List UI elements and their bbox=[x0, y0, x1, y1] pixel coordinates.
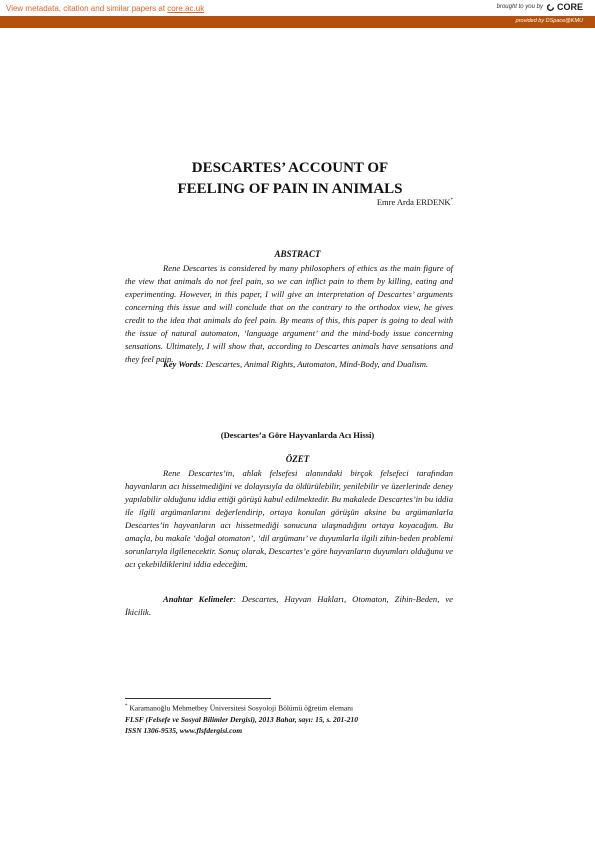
ozet-paragraph bbox=[125, 467, 453, 571]
author bbox=[377, 197, 453, 207]
ozet-text: Rene Descartes’in, ahlak felsefesi alanındaki birçok felsefeci tarafından hayvanların acı hissetmediğini ve dolayısıyla da öldürülebilir, yenilebilir ve üzerlerinde deney yapılabilir olduğunu iddia ettiği görüşü kabul edilmektedir. Bu makalede Descartes’in bu iddia ile ilgili argümanlarını değerlendirip, ortaya konulan görüşün aksine bu argümanlarla Descartes’in hayvanların acı hissetmediği sonucuna ulaşmadığını ortaya koyacağım. Bu amaçla, bu makale ‘doğal otomaton’, ‘dil argümanı’ ve duyumlarla ilgili zihin-beden problemi sorunlarıyla ilgilenecektir. Sonuç olarak, Descartes’e göre hayvanların duyumları olduğunu ve acı çekebildiklerini iddia edeceğim. bbox=[125, 468, 453, 569]
core-logo-icon bbox=[546, 3, 555, 12]
author-footnote-mark: * bbox=[450, 198, 453, 204]
provided-by-text: provided by DSpace@KMU bbox=[515, 18, 583, 24]
footnote bbox=[125, 702, 353, 714]
anahtar-text: : Descartes, Hayvan Hakları, Otomaton, Zihin-Beden, ve İkicilik. bbox=[125, 594, 453, 617]
footnote-mark: * bbox=[125, 704, 128, 709]
turkish-title: (Descartes’a Göre Hayvanlarda Acı Hissi) bbox=[220, 430, 375, 440]
metadata-notice bbox=[6, 4, 204, 13]
footnote-divider bbox=[125, 698, 271, 699]
journal-citation bbox=[125, 714, 358, 736]
keywords-label: Key Words bbox=[163, 359, 201, 369]
keywords-text: : Descartes, Animal Rights, Automaton, Mind-Body, and Dualism. bbox=[200, 359, 429, 369]
paper-title bbox=[150, 158, 430, 200]
core-link[interactable]: core.ac.uk bbox=[167, 4, 205, 13]
journal-line-1: FLSF (Felsefe ve Sosyal Bilimler Dergisi), 2013 Bahar, sayı: 15, s. 201-210 bbox=[125, 715, 358, 724]
author-name: Emre Arda ERDENK bbox=[376, 197, 451, 207]
ozet-heading: ÖZET bbox=[285, 454, 310, 464]
brought-by-text: brought to you by bbox=[496, 4, 543, 10]
abstract-text: Rene Descartes is considered by many philosophers of ethics as the main figure of the view that animals do not feel pain, so we can inflict pain to them by killing, eating and experimenting. However, in this paper, I will give an interpretation of Descartes’ arguments concerning this issue and will conclude that on the contrary to the orthodox view, he gives credit to the idea that animals do feel pain. By means of this, this paper is going to deal with the issue of natural automaton, ‘language argument’ and the mind-body issue concerning sensations. Ultimately, I will show that, according to Descartes animals have sensations and they feel pain. bbox=[125, 263, 453, 364]
title-line-2: FEELING OF PAIN IN ANIMALS bbox=[177, 181, 403, 197]
abstract-paragraph bbox=[125, 262, 453, 366]
title-line-1: DESCARTES’ ACCOUNT OF bbox=[191, 160, 389, 176]
core-logo-text: CORE bbox=[556, 2, 583, 12]
provider-banner bbox=[0, 16, 595, 28]
footnote-text: Karamanoğlu Mehmetbey Üniversitesi Sosyoloji Bölümü öğretim elemanı bbox=[127, 703, 354, 713]
anahtar-label: Anahtar Kelimeler bbox=[163, 594, 234, 604]
keywords bbox=[125, 358, 453, 371]
core-header bbox=[0, 0, 595, 16]
journal-line-2: ISSN 1306-9535, www.flsfdergisi.com bbox=[125, 726, 243, 735]
brought-by bbox=[497, 2, 583, 12]
anahtar-kelimeler bbox=[125, 593, 453, 619]
core-logo[interactable] bbox=[546, 2, 583, 12]
metadata-text: View metadata, citation and similar papers at bbox=[6, 4, 168, 13]
abstract-heading: ABSTRACT bbox=[274, 249, 321, 259]
